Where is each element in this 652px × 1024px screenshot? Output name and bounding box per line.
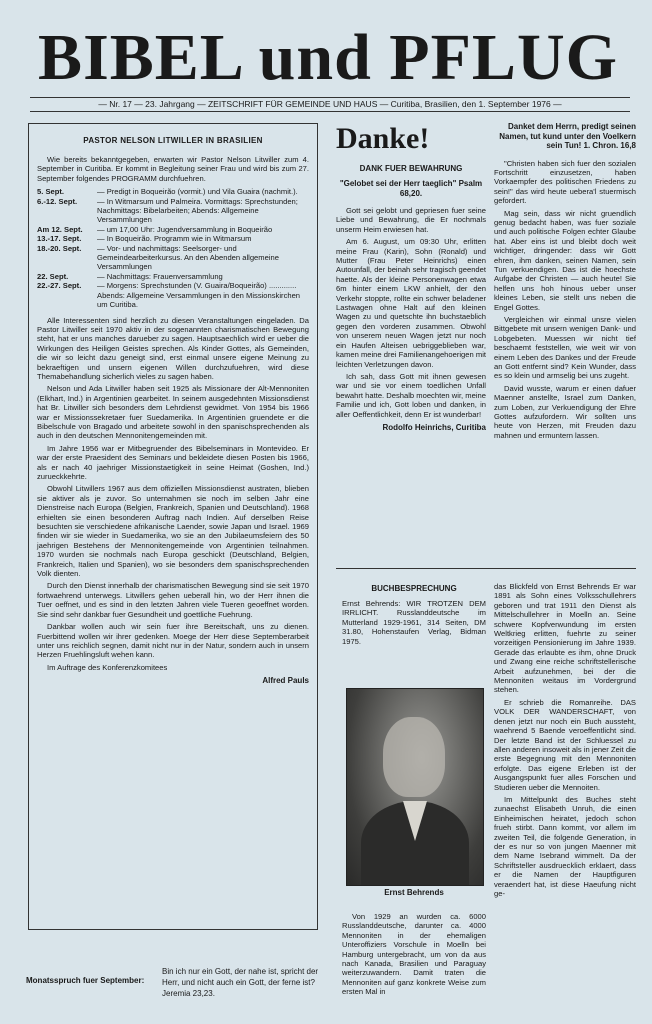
danke-paragraph: Gott sei gelobt und gepriesen fuer seine Liebe und Bewahrung, die Er nochmals unserm Heim erwiesen hat. (336, 206, 486, 234)
schedule-date: 6.-12. Sept. (37, 196, 78, 206)
left-paragraph: Obwohl Litwillers 1967 aus dem offiziellen Missionsdienst austraten, blieben sie aktiver als je zuvor. So unternahmen sie noch im selben Jahr eine Dienstreise nach Europa (Belgien, Frankreich, Spanien und Deutschland). 1968 erhielten sie einen besonderen Auftrag nach Indien. Auf derselben Reise besuchten sie verschiedene afrikanische Laender, sowie Japan und Israel. 1969 finden wir sie wieder in Suedamerika, wo sie an den Jubilaeumsfeiern des 50 jaehrigen Bestehens der Mennonitengemeinde von Argentinien teilnahmen. 1970 wurden sie nochmals nach Europa geschickt (Deutschland, Belgien, Frankreich, Italien und Spanien), wo sie besonders dem spanischsprechenden Volk dienten. (37, 484, 309, 579)
schedule-text: — Vor- und nachmittags: Seelsorger- und Gemeindearbeiterkursus. An den Abenden allgemeine Versammlungen (97, 243, 279, 272)
danke-verse: "Gelobet sei der Herr taeglich" Psalm 68,20. (339, 179, 483, 198)
schedule-date: 13.-17. Sept. (37, 234, 82, 244)
left-intro: Wie bereits bekanntgegeben, erwarten wir Pastor Nelson Litwiller zum 4. September in Curitiba. Er kommt in Begleitung seiner Frau und wird bis zum 27. September folgendes PROGRAMM durchfuehren. (37, 155, 309, 183)
schedule-row (37, 234, 309, 243)
right-paragraph: David wusste, warum er einen dafuer Maenner anstellte, Israel zum Danken, zum Loben, zur Verkuendigung der Ehre Gottes aufzufordern. Wir sollten uns heute von Herzen, mit Freuden dazu mahnen und ermuntern lassen. (494, 383, 636, 440)
left-closing: Im Auftrage des Konferenzkomitees (47, 662, 168, 672)
schedule-row (37, 244, 309, 272)
photo-caption: Ernst Behrends (384, 888, 444, 897)
schedule-date: Am 12. Sept. (37, 224, 83, 234)
schedule-row (37, 281, 309, 309)
schedule-date: 5. Sept. (37, 187, 65, 197)
schedule-date: 18.-20. Sept. (37, 243, 82, 253)
schedule-date: 22. Sept. (37, 271, 69, 281)
right-paragraph: Mag sein, dass wir nicht gruendlich genug bedacht haben, was fuer soziale und auch politische Folgen echter Glaube hat. Aber eins ist und bleibt doch weit wichtiger, dringender: dass wir Gott ehren, ihm danken, seinen Namen, sein Tun verkuendigen. Das ist die hoechste Aufgabe der Christen — auch heute! Sie helfen uns hoh hinous ueber unser kleines Leben, sie stellt uns neben die Engel Gottes. (494, 208, 636, 312)
danke-article (336, 122, 486, 562)
left-paragraph: Durch den Dienst innerhalb der charismatischen Bewegung sind sie seit 1970 fortwaehrend unterwegs. Litwillers gehen ueberall hin, wo der Herr ihnen die Tuer oeffnet, und es sind in den letzten Jahren viele Tueren geoeffnet worden. Sie sind sehr dankbar fuer Gesundheit und goettliche Fuehrung. (37, 581, 309, 619)
schedule-text: — In Witmarsum und Palmeira. Vormittags: Sprechstunden; Nachmittags: Bibelarbeiten; Abends: Allgemeine Versammlungen (97, 196, 298, 225)
schedule-text: — um 17,00 Uhr: Jugendversammlung in Boqueirão (97, 224, 273, 234)
left-article-box (28, 123, 318, 930)
review-top (342, 580, 486, 688)
danke-title: Danke! (336, 122, 430, 155)
motto-label: Monatsspruch fuer September: (26, 976, 145, 985)
schedule-text: — Nachmittags: Frauenversammlung (97, 271, 223, 281)
schedule-text: — Predigt in Boqueirão (vormit.) und Vila Guaira (nachmit.). (97, 187, 298, 197)
left-paragraph: Im Jahre 1956 war er Mitbegruender des Bibelseminars in Montevideo. Er war der erste Praesident des Seminars und bekleidete diesen Posten bis 1966, als er nach 40 jaehriger Missionstaetigkeit in seine Heimat (Goshen, Ind.) zurueckkehrte. (37, 443, 309, 481)
review-paragraph: das Blickfeld von Ernst Behrends Er war 1891 als Sohn eines Volksschullehrers geboren und trat 1911 den Dienst als Mittelschullehrer in Moelln an. Seine schwere Kopfverwundung im ersten Weltkrieg erlitten, fuehrte zu seiner vorzeitigen Pensionierung im Jahre 1939. Gerade das erlaubte es ihm, ohne Druck und Zwang eine reiche schriftstellerische Arbeit aufzunehmen, bei der die Mennoniten weitaus im Vordergrund stehen. (494, 582, 636, 695)
review-heading: BUCHBESPRECHUNG (371, 584, 457, 593)
schedule-row (37, 225, 309, 234)
motto-text: Bin ich nur ein Gott, der nahe ist, spricht der Herr, und nicht auch ein Gott, der ferne ist? Jeremia 23,23. (162, 967, 319, 998)
schedule-text: — Morgens: Sprechstunden (V. Guaira/Boqueirão) ............. Abends: Allgemeine Versammlungen in den Missionskirchen um Curitiba. (97, 281, 301, 310)
schedule-date: 22.-27. Sept. (37, 281, 82, 291)
review-paragraph: Von 1929 an wurden ca. 6000 Russlanddeutsche, darunter ca. 4000 Mennoniten in der ehemaligen Unteroffiziers Vorschule in Moelln bei Hamburg untergebracht, um von da aus nach Kanada, Brasilien und Paraguay weiterzuwandern. Damit traten die Mennoniten auf ganz konkrete Weise zum ersten Mal in (342, 912, 486, 997)
schedule-row (37, 187, 309, 196)
review-right (494, 582, 636, 1024)
right-paragraph: "Christen haben sich fuer den sozialen Fortschritt einzusetzen, haben Vorkaempfer des politischen Friedens zu sein!" das wird heute uebera'l stuermisch gefordert. (494, 158, 636, 206)
left-article-heading: PASTOR NELSON LITWILLER IN BRASILIEN (83, 136, 263, 145)
right-article (494, 122, 636, 562)
left-paragraph: Alle Interessenten sind herzlich zu diesen Veranstaltungen eingeladen. Da Pastor Litwiller seit 1970 aktiv in der sogenannten charismatischen Bewegung steht, hat er uns manches darueber zu sagen. Hauptsaechlich wird er ueber die Wirkungen des Heiligen Geistes sprechen. Als Kinder Gottes, als Gemeinden, die wir so leicht dazu geneigt sind, erst einmal unsere eigene Meinung zu bekraeftigen und unsern eigenen Willen durchzufuehren, wird diese Themabehandlung sicherlich vieles zu sagen haben. (37, 315, 309, 381)
author-photo (346, 688, 484, 886)
schedule-row (37, 197, 309, 225)
danke-signature: Rodolfo Heinrichs, Curitiba (382, 422, 486, 432)
review-paragraph: Er schrieb die Romanreihe. DAS VOLK DER WANDERSCHAFT, von denen jetzt nur noch ein Buch aussteht, waehrend 5 Baende veroeffentlicht sind. Der letzte Band ist der Schluessel zu allen anderen insoweit als in jener Zeit die erste Begegnung mit den Mennoniten erfolgte. Das eigene Erleben ist der Ausgangspunkt fuer alles Forschen und Studieren ueber die Mennoiten. (494, 697, 636, 792)
left-signature: Alfred Pauls (262, 676, 309, 686)
masthead-title: BIBEL und PFLUG (38, 21, 618, 94)
schedule-row (37, 272, 309, 281)
left-paragraph: Dankbar wollen auch wir sein fuer ihre Bereitschaft, uns zu dienen. Fuerbittend wollen wir ihrer gedenken. Moege der Herr diese Septemberarbeit unter uns reichlich segnen, damit nicht nur in der Natur, sondern auch in unsern Herzen Fruehlingsluft wehen kann. (37, 622, 309, 660)
review-bottom (342, 912, 486, 1024)
danke-subtitle: DANK FUER BEWAHRUNG (359, 164, 463, 173)
section-divider (336, 568, 636, 569)
review-paragraph: Ernst Behrends: WIR TROTZEN DEM IRRLICHT. Russlanddeutsche im Mutterland 1929-1961, 314 Seiten, DM 31.80, Hohenstaufen Verlag, Bidman 1975. (342, 599, 486, 646)
right-verse: Danket dem Herrn, predigt seinen Namen, tut kund unter den Voelkern sein Tun! 1. Chron. 16,8 (499, 122, 636, 150)
review-paragraph: Im Mittelpunkt des Buches steht zunaechst Elisabeth Unruh, die einen Einheimischen heiratet, jedoch schon frueh stirbt. Dann kommt, vor allem im zweiten Teil, die folgende Generation, in der es nur so von jungen Maenner mit dem Name Isebrand wimmelt. Da der Schriftsteller ausdruecklich erklaert, dass er die Namen der Hauptfiguren veraendert hat, ist diese Haeufung nicht ge- (494, 794, 636, 898)
danke-paragraph: Am 6. August, um 09:30 Uhr, erlitten meine Frau (Karin), Sohn (Ronald) und Mutter (Frau Peter Heinrichs) einen Autounfall, der beinah sehr tragisch geendet haette. Als der kleine Personenwagen etwa 6m hinter einem LKW anhielt, der den Verkehr stoppte, rollte ein schwer beladener Lastwagen ohne Halt auf den kleinen Wagen zu und quetschte ihn buchstaeblich gegen den vorderen zusammen. Obwohl von unserem neuen Wagen jetzt nur noch ein Haufen Alteisen uebriggeblieben war, kamen meine drei Familienangehoerigen mit leichten Verletzungen davon. (336, 237, 486, 369)
left-paragraph: Nelson und Ada Litwiller haben seit 1925 als Missionare der Alt-Mennoniten (Elkhart, Ind.) in Argentinien gearbeitet. In seinem ausgedehnten Missionsdienst hat Br. Litwiller sich besonders dem Lehrdienst gewidmet. Von 1954 bis 1966 war er Missionssekretaer fuer Suedamerika. In Argentinien gruendete er die Bibelschule von Bragado und arbeitete sowohl in den spanischsprechenden als auch in den deutschen Mennonitengemeinden mit. (37, 384, 309, 441)
schedule-text: — In Boqueirão. Programm wie in Witmarsum (97, 234, 252, 244)
right-paragraph: Vergleichen wir einmal unsre vielen Bittgebete mit unsern wenigen Dank- und Lobgebeten. Muessen wir nicht tief beschaemt feststellen, wie weit wir von einem Leben des Dankes und der Freude an Gott entfernt sind? Kein Wunder, dass es so klein und armselig bei uns zugeht. (494, 315, 636, 381)
schedule-list (37, 187, 309, 309)
danke-paragraph: Ich sah, dass Gott mit ihnen gewesen war und sie vor einem toedlichen Unfall bewahrt hatte. Deshalb moechten wir, meine Familie und ich, Gott loben und danken, in aller Oeffentlichkeit, denn Er ist wunderbar! (336, 371, 486, 419)
dateline: — Nr. 17 — 23. Jahrgang — ZEITSCHRIFT FÜR GEMEINDE UND HAUS — Curitiba, Brasilien, den 1. September 1976 — (30, 97, 630, 112)
